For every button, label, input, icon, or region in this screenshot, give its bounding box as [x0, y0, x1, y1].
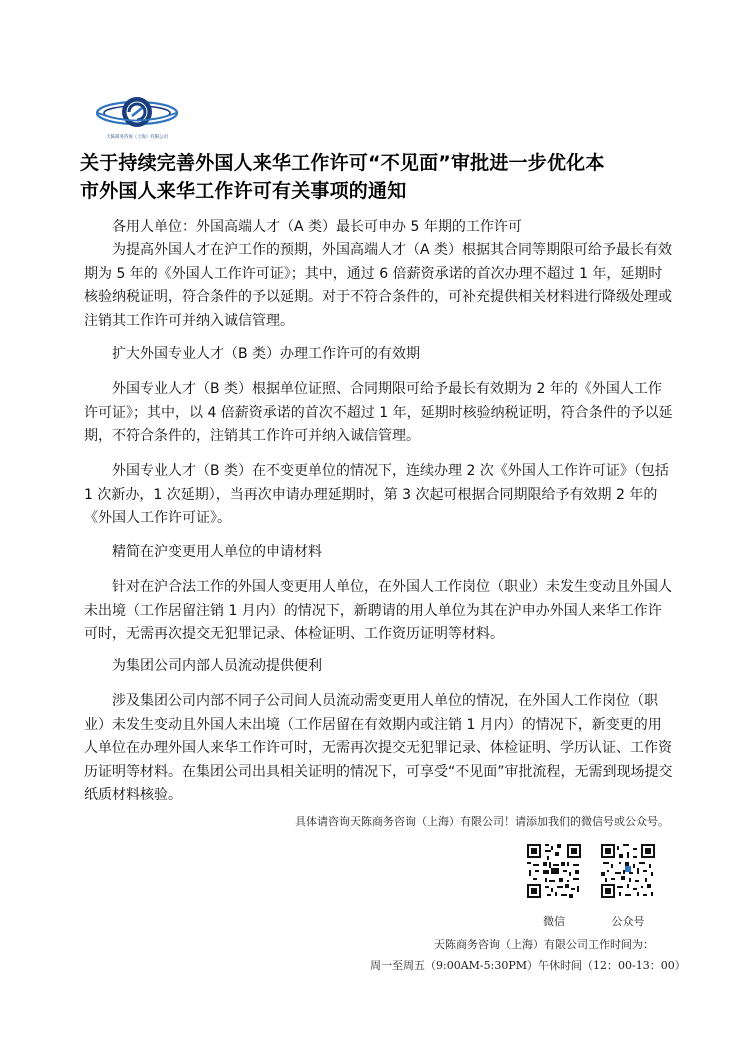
company-logo-icon: [94, 88, 180, 138]
working-hours-title: 天陈商务咨询（上海）有限公司工作时间为：: [434, 938, 654, 951]
section-heading-group-company: 为集团公司内部人员流动提供便利: [112, 658, 322, 674]
wechat-qr-code[interactable]: [525, 842, 583, 900]
intro-line: 各用人单位：外国高端人才（A 类）最长可申办 5 年期的工作许可: [112, 219, 522, 235]
paragraph-1: 为提高外国人才在沪工作的预期，外国高端人才（A 类）根据其合同等期限可给予最长有效期为 5 年的《外国人工作许可证》；其中，通过 6 倍薪资承诺的首次办理不超过 1 年，延期时核验纳税证明，符合条件的予以延期。对于不符合条件的，可补充提供相关材料进行降级处理或注销其工作许可并纳入诚信管理。: [84, 242, 673, 329]
working-hours: 周一至周五（9:00AM-5:30PM）午休时间（12：00-13：00）: [370, 959, 686, 972]
paragraph-4: 针对在沪合法工作的外国人变更用人单位，在外国人工作岗位（职业）未发生变动且外国人未出境（工作居留注销 1 月内）的情况下，新聘请的用人单位为其在沪申办外国人来华工作许可时，无需再次提交无犯罪记录、体检证明、工作资历证明等材料。: [84, 579, 672, 642]
public-account-qr-code[interactable]: [599, 842, 657, 900]
paragraph-3: 外国专业人才（B 类）在不变更单位的情况下，连续办理 2 次《外国人工作许可证》（包括 1 次新办，1 次延期），当再次申请办理延期时，第 3 次起可根据合同期限给予有效期 2 年的《外国人工作许可证》。: [84, 463, 669, 526]
qr-code-icon: [525, 842, 583, 900]
title-line-2: 市外国人来华工作许可有关事项的通知: [80, 180, 407, 202]
logo-caption: 天陈商务咨询（上海）有限公司: [106, 135, 168, 140]
paragraph-5: 涉及集团公司内部不同子公司间人员流动需变更用人单位的情况，在外国人工作岗位（职业）未发生变动且外国人未出境（工作居留在有效期内或注销 1 月内）的情况下，新变更的用人单位在办理外国人来华工作许可时，无需再次提交无犯罪记录、体检证明、学历认证、工作资历证明等材料。在集团公司出具相关证明的情况下，可享受“不见面”审批流程，无需到现场提交纸质材料核验。: [84, 693, 673, 803]
paragraph-2: 外国专业人才（B 类）根据单位证照、合同期限可给予最长有效期为 2 年的《外国人工作许可证》；其中，以 4 倍薪资承诺的首次不超过 1 年，延期时核验纳税证明，符合条件的予以延期，不符合条件的，注销其工作许可并纳入诚信管理。: [84, 381, 673, 444]
public-account-qr-label: 公众号: [611, 915, 645, 928]
company-logo: [94, 88, 180, 146]
section-heading-b-class: 扩大外国专业人才（B 类）办理工作许可的有效期: [112, 346, 421, 362]
contact-line: 具体请咨询天陈商务咨询（上海）有限公司！请添加我们的微信号或公众号。: [295, 815, 669, 828]
title-line-1: 关于持续完善外国人来华工作许可“不见面”审批进一步优化本: [80, 152, 605, 174]
qr-code-icon: [599, 842, 657, 900]
document-title: [80, 149, 680, 205]
section-heading-change-employer: 精简在沪变更用人单位的申请材料: [112, 544, 322, 560]
wechat-qr-label: 微信: [543, 915, 565, 928]
